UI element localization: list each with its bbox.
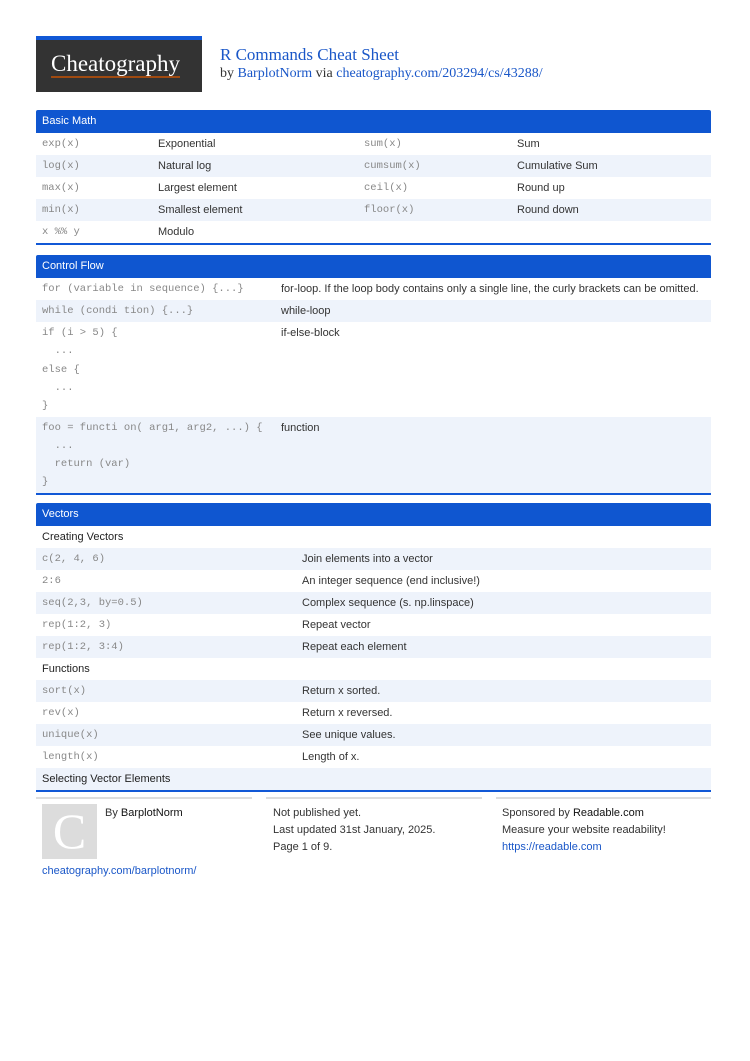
table-row	[36, 702, 711, 724]
footer-status: Not published yet. Last updated 31st January, 2025. Page 1 of 9.	[273, 807, 436, 853]
description-cell: Round up	[517, 182, 565, 194]
table-row	[36, 680, 711, 702]
author-avatar: C	[42, 804, 97, 859]
code-cell: sort(x)	[42, 685, 87, 697]
code-cell: c(2, 4, 6)	[42, 553, 106, 565]
code-cell: sum(x)	[364, 138, 402, 150]
section-vectors	[36, 503, 711, 792]
subsection-header: Functions	[42, 663, 90, 675]
section-header: Vectors	[36, 503, 711, 526]
code-cell: min(x)	[42, 204, 80, 216]
description-cell: Sum	[517, 138, 540, 150]
page-title: R Commands Cheat Sheet	[220, 45, 399, 64]
table-row	[36, 658, 711, 680]
table-row	[36, 417, 711, 493]
subsection-header: Selecting Vector Elements	[42, 773, 171, 785]
sheet-url-link[interactable]: cheatography.com/203294/cs/43288/	[336, 66, 543, 81]
description-cell: Largest element	[158, 182, 237, 194]
byline: by BarplotNorm via cheatography.com/203294/cs/43288/	[220, 66, 543, 81]
code-cell: cumsum(x)	[364, 160, 421, 172]
cheatography-logo[interactable]: Cheatography	[36, 36, 202, 92]
table-row	[36, 614, 711, 636]
table-row	[36, 526, 711, 548]
code-cell: seq(2,3, by=0.5)	[42, 597, 143, 609]
code-cell: rev(x)	[42, 707, 80, 719]
code-cell: rep(1:2, 3:4)	[42, 641, 124, 653]
table-row	[36, 592, 711, 614]
code-cell: max(x)	[42, 182, 80, 194]
footer-sponsor: Sponsored by Readable.com Measure your website readability! https://readable.com	[502, 805, 666, 856]
table-row	[36, 724, 711, 746]
section-header: Basic Math	[36, 110, 711, 133]
description-cell: Repeat each element	[302, 641, 407, 653]
table-row	[36, 133, 711, 155]
description-cell: Modulo	[158, 226, 195, 238]
code-cell: unique(x)	[42, 729, 99, 741]
table-row	[36, 300, 711, 322]
code-cell: if (i > 5) { ... else { ... }	[42, 327, 118, 413]
table-row	[36, 199, 711, 221]
code-cell: floor(x)	[364, 204, 415, 216]
description-cell: Return x sorted.	[302, 685, 381, 697]
description-cell: while-loop	[281, 305, 331, 317]
description-cell: Complex sequence (s. np.linspace)	[302, 597, 474, 609]
description-cell: for-loop. If the loop body contains only a single line, the curly brackets can be omitted.	[281, 283, 699, 295]
subsection-header: Creating Vectors	[42, 531, 124, 543]
table-row	[36, 322, 711, 417]
description-cell: Smallest element	[158, 204, 243, 216]
description-cell: Round down	[517, 204, 579, 216]
description-cell: function	[281, 421, 320, 434]
table-row	[36, 636, 711, 658]
description-cell: See unique values.	[302, 729, 396, 741]
table-row	[36, 768, 711, 790]
code-cell: ceil(x)	[364, 182, 409, 194]
description-cell: Return x reversed.	[302, 707, 393, 719]
description-cell: Natural log	[158, 160, 212, 172]
section-basic-math	[36, 110, 711, 245]
table-row	[36, 278, 711, 300]
code-cell: while (condi tion) {...}	[42, 305, 194, 317]
footer-author: By BarplotNorm	[105, 807, 183, 819]
code-cell: rep(1:2, 3)	[42, 619, 112, 631]
description-cell: Repeat vector	[302, 619, 371, 631]
description-cell: if-else-block	[281, 327, 340, 339]
table-row	[36, 177, 711, 199]
code-cell: 2:6	[42, 575, 61, 587]
table-row	[36, 548, 711, 570]
sponsor-link[interactable]: https://readable.com	[502, 841, 602, 853]
author-profile-link[interactable]: cheatography.com/barplotnorm/	[42, 865, 197, 877]
table-row	[36, 155, 711, 177]
description-cell: Join elements into a vector	[302, 553, 433, 565]
description-cell: An integer sequence (end inclusive!)	[302, 575, 480, 587]
table-row	[36, 221, 711, 243]
code-cell: foo = functi on( arg1, arg2, ...) { ... return (var) }	[42, 421, 263, 489]
code-cell: x %% y	[42, 226, 80, 238]
description-cell: Cumulative Sum	[517, 160, 598, 172]
table-row	[36, 746, 711, 768]
code-cell: length(x)	[42, 751, 99, 763]
section-control-flow	[36, 255, 711, 495]
description-cell: Length of x.	[302, 751, 360, 763]
description-cell: Exponential	[158, 138, 216, 150]
author-link[interactable]: BarplotNorm	[237, 66, 313, 81]
section-header: Control Flow	[36, 255, 711, 278]
code-cell: exp(x)	[42, 138, 80, 150]
code-cell: for (variable in sequence) {...}	[42, 283, 244, 295]
code-cell: log(x)	[42, 160, 80, 172]
table-row	[36, 570, 711, 592]
